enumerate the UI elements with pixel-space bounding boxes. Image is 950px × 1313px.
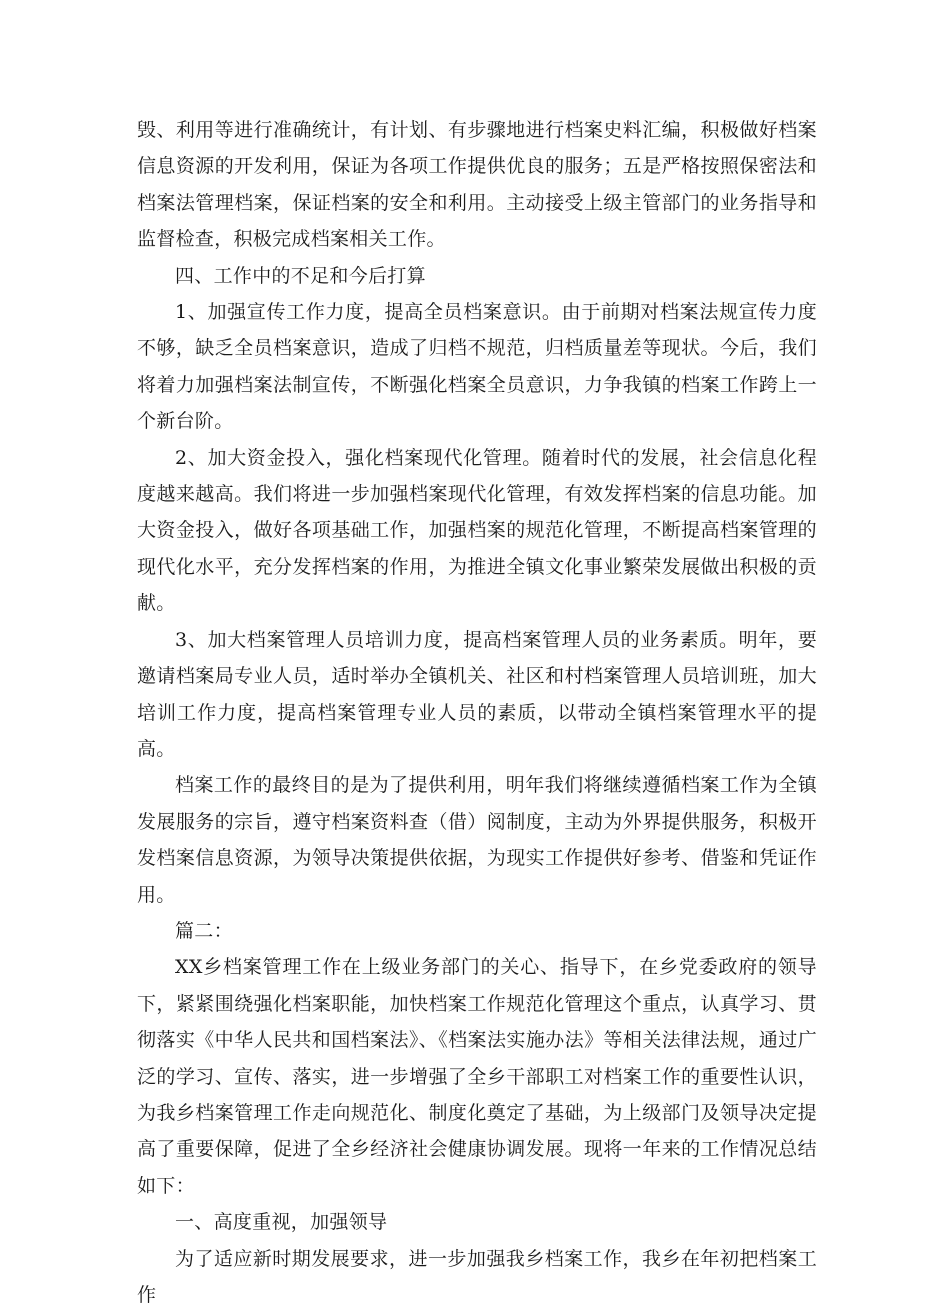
paragraph-item-2: 2、加大资金投入，强化档案现代化管理。随着时代的发展，社会信息化程度越来越高。我们将进一步加强档案现代化管理，有效发挥档案的信息功能。加大资金投入，做好各项基础工作，加强档案的规范化管理，不断提高档案管理的现代化水平，充分发挥档案的作用，为推进全镇文化事业繁荣发展做出积极的贡献。 <box>137 446 817 615</box>
paragraph-last: 为了适应新时期发展要求，进一步加强我乡档案工作，我乡在年初把档案工作 <box>137 1247 817 1306</box>
paragraph-item-1: 1、加强宣传工作力度，提高全员档案意识。由于前期对档案法规宣传力度不够，缺乏全员档案意识，造成了归档不规范，归档质量差等现状。今后，我们将着力加强档案法制宣传，不断强化档案全员意识，力争我镇的档案工作跨上一个新台阶。 <box>137 301 817 433</box>
paragraph-1: 毁、利用等进行准确统计，有计划、有步骤地进行档案史料汇编，积极做好档案信息资源的开发利用，保证为各项工作提供优良的服务；五是严格按照保密法和档案法管理档案，保证档案的安全和利用。主动接受上级主管部门的业务指导和监督检查，积极完成档案相关工作。 <box>137 119 817 251</box>
paragraph-conclusion: 档案工作的最终目的是为了提供利用，明年我们将继续遵循档案工作为全镇发展服务的宗旨，遵守档案资料查（借）阅制度，主动为外界提供服务，积极开发档案信息资源，为领导决策提供依据，为现实工作提供好参考、借鉴和凭证作用。 <box>137 774 817 906</box>
section-heading-1: 一、高度重视，加强领导 <box>175 1211 388 1234</box>
document-body <box>137 112 817 1313</box>
paragraph-item-3: 3、加大档案管理人员培训力度，提高档案管理人员的业务素质。明年，要邀请档案局专业人员，适时举办全镇机关、社区和村档案管理人员培训班，加大培训工作力度，提高档案管理专业人员的素质，以带动全镇档案管理水平的提高。 <box>137 628 817 760</box>
paragraph-intro: XX乡档案管理工作在上级业务部门的关心、指导下，在乡党委政府的领导下，紧紧围绕强化档案职能，加快档案工作规范化管理这个重点，认真学习、贯彻落实《中华人民共和国档案法》、《档案法实施办法》等相关法律法规，通过广泛的学习、宣传、落实，进一步增强了全乡干部职工对档案工作的重要性认识，为我乡档案管理工作走向规范化、制度化奠定了基础，为上级部门及领导决定提高了重要保障，促进了全乡经济社会健康协调发展。现将一年来的工作情况总结如下： <box>137 956 817 1197</box>
part-heading-2: 篇二： <box>175 919 233 942</box>
section-heading-4: 四、工作中的不足和今后打算 <box>175 264 426 287</box>
